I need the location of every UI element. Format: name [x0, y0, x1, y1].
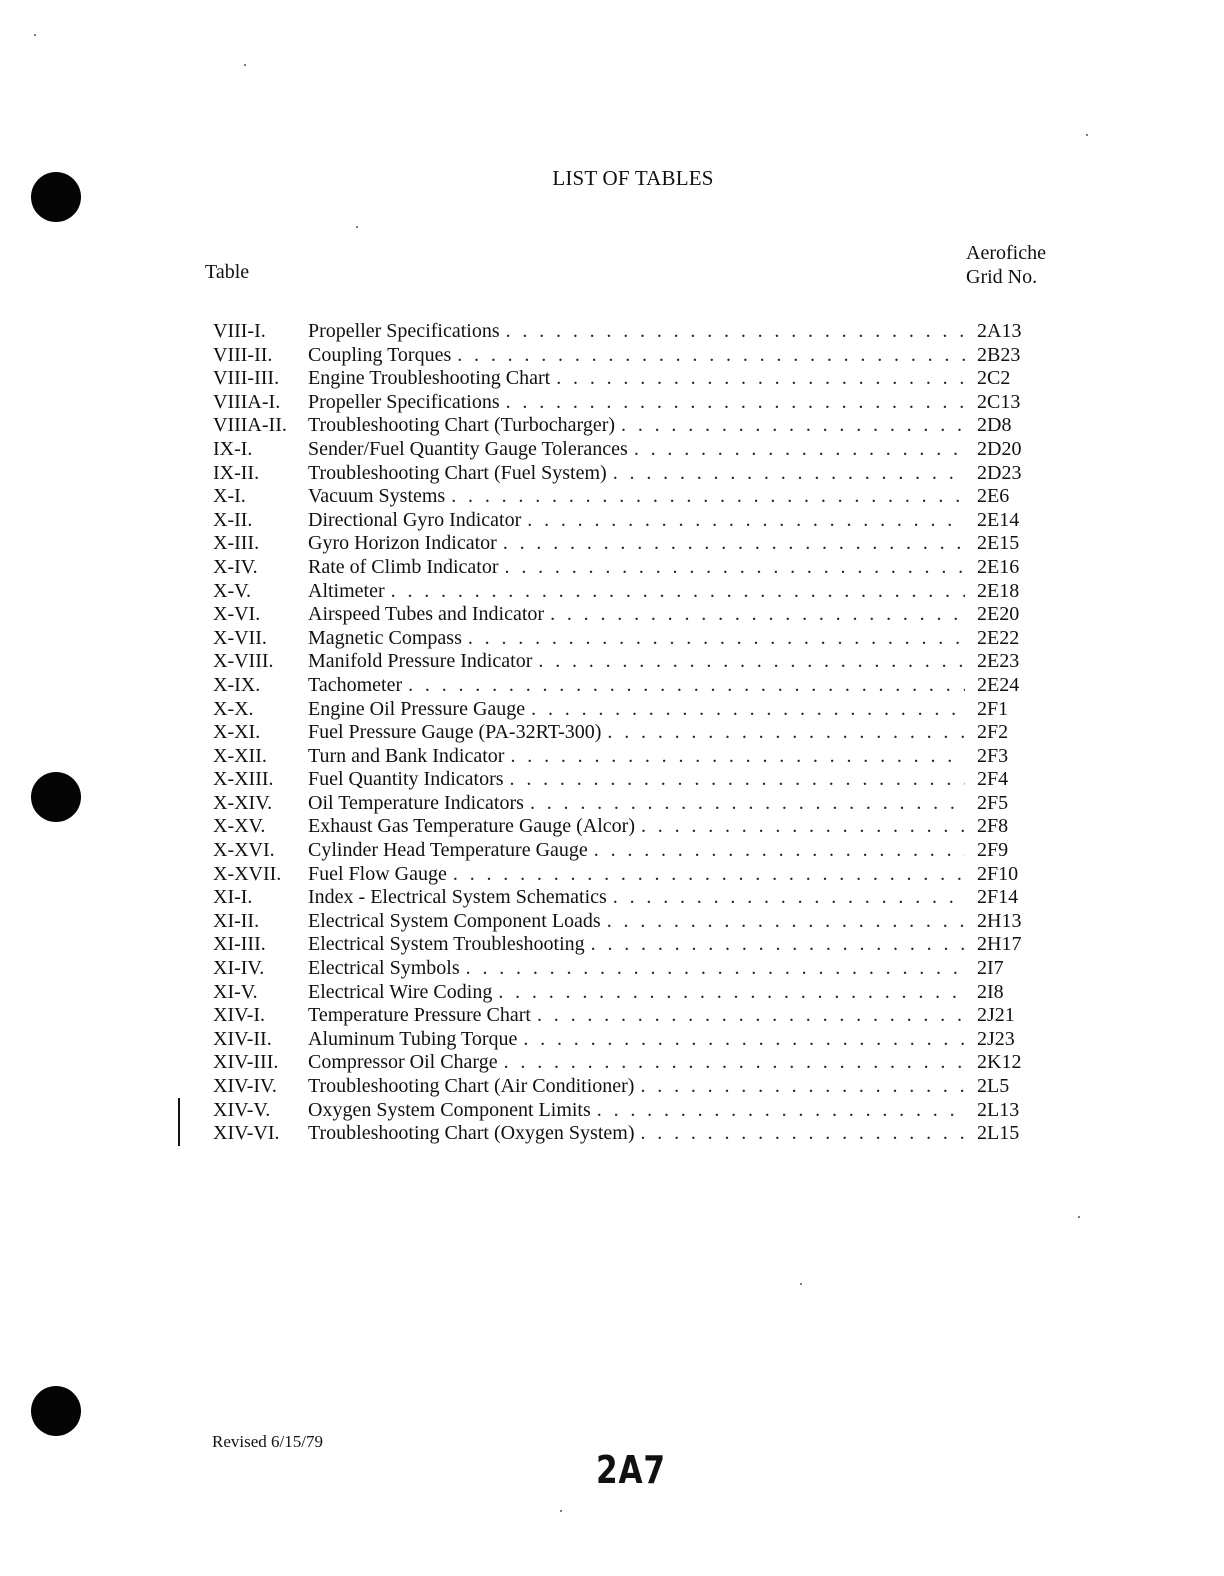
grid-heading-line2: Grid No.: [966, 266, 1038, 288]
dot-leader: [506, 391, 965, 415]
table-row: [213, 863, 1043, 887]
table-row: [213, 768, 1043, 792]
grid-number: 2E15: [977, 532, 1020, 555]
table-row: [213, 1028, 1043, 1052]
dot-leader: [537, 1004, 965, 1028]
table-title: Cylinder Head Temperature Gauge: [308, 839, 588, 862]
dot-leader: [613, 886, 965, 910]
grid-number: 2F1: [977, 697, 1009, 720]
table-row: [213, 650, 1043, 674]
table-title: Exhaust Gas Temperature Gauge (Alcor): [308, 815, 635, 838]
table-number: X-VIII.: [213, 650, 274, 673]
table-row: [213, 910, 1043, 934]
table-row: [213, 1122, 1043, 1146]
dot-leader: [530, 792, 965, 816]
grid-number: 2E23: [977, 650, 1020, 673]
grid-number: 2H13: [977, 909, 1022, 932]
table-title: Compressor Oil Charge: [308, 1051, 498, 1074]
dot-leader: [621, 414, 965, 438]
table-row: [213, 462, 1043, 486]
page-code: 2A7: [596, 1448, 666, 1492]
table-title: Temperature Pressure Chart: [308, 1004, 531, 1027]
grid-number: 2J23: [977, 1027, 1015, 1050]
table-title: Fuel Pressure Gauge (PA-32RT-300): [308, 721, 602, 744]
table-row: [213, 1099, 1043, 1123]
grid-number: 2F3: [977, 744, 1009, 767]
table-row: [213, 674, 1043, 698]
table-number: XI-III.: [213, 933, 266, 956]
table-number: IX-II.: [213, 461, 260, 484]
grid-number: 2E18: [977, 579, 1020, 602]
dot-leader: [498, 981, 965, 1005]
table-title: Gyro Horizon Indicator: [308, 532, 497, 555]
dot-leader: [453, 863, 965, 887]
table-number: XIV-II.: [213, 1027, 272, 1050]
grid-number: 2H17: [977, 933, 1022, 956]
table-number: IX-I.: [213, 437, 253, 460]
binder-hole-middle: [31, 772, 81, 822]
table-number: VIIIA-II.: [213, 414, 287, 437]
table-title: Electrical System Component Loads: [308, 909, 601, 932]
table-title: Vacuum Systems: [308, 485, 446, 508]
grid-number: 2F4: [977, 768, 1009, 791]
table-number: XIV-I.: [213, 1004, 266, 1027]
grid-number: 2I8: [977, 980, 1004, 1003]
table-title: Fuel Quantity Indicators: [308, 768, 504, 791]
table-row: [213, 344, 1043, 368]
grid-number: 2F2: [977, 721, 1009, 744]
grid-number: 2F9: [977, 839, 1009, 862]
table-title: Sender/Fuel Quantity Gauge Tolerances: [308, 437, 628, 460]
table-row: [213, 509, 1043, 533]
grid-number: 2F5: [977, 791, 1009, 814]
table-number: VIII-I.: [213, 320, 266, 342]
scan-speck: [1078, 1216, 1080, 1218]
table-number: X-VII.: [213, 626, 267, 649]
grid-number: 2F10: [977, 862, 1019, 885]
table-row: [213, 886, 1043, 910]
table-title: Manifold Pressure Indicator: [308, 650, 533, 673]
grid-number: 2I7: [977, 957, 1004, 980]
table-row: [213, 792, 1043, 816]
table-number: XIV-III.: [213, 1051, 279, 1074]
table-number: X-V.: [213, 579, 251, 602]
table-number: X-XV.: [213, 815, 266, 838]
revision-change-bar: [178, 1098, 180, 1146]
table-row: [213, 580, 1043, 604]
table-row: [213, 438, 1043, 462]
grid-column-heading: [966, 241, 1046, 289]
table-number: X-IV.: [213, 555, 258, 578]
table-title: Engine Oil Pressure Gauge: [308, 697, 526, 720]
grid-number: 2C13: [977, 390, 1021, 413]
grid-number: 2F14: [977, 886, 1019, 909]
table-number: VIII-II.: [213, 343, 273, 366]
grid-number: 2D20: [977, 437, 1022, 460]
table-row: [213, 556, 1043, 580]
table-number: XIV-IV.: [213, 1075, 277, 1097]
dot-leader: [468, 627, 965, 651]
table-row: [213, 1004, 1043, 1028]
grid-number: 2L15: [977, 1122, 1020, 1145]
table-title: Airspeed Tubes and Indicator: [308, 603, 545, 626]
table-number: X-XI.: [213, 721, 261, 744]
dot-leader: [613, 462, 965, 486]
scan-speck: [800, 1283, 802, 1285]
table-title: Propeller Specifications: [308, 390, 500, 413]
dot-leader: [594, 839, 965, 863]
table-title: Troubleshooting Chart (Air Conditioner): [308, 1075, 635, 1097]
table-title: Electrical Symbols: [308, 957, 460, 980]
dot-leader: [556, 367, 965, 391]
tables-list: [213, 320, 1043, 1146]
table-row: [213, 981, 1043, 1005]
dot-leader: [607, 910, 965, 934]
dot-leader: [504, 1051, 965, 1075]
table-title: Fuel Flow Gauge: [308, 862, 447, 885]
table-number: X-VI.: [213, 603, 261, 626]
dot-leader: [640, 1075, 965, 1099]
table-number: XI-IV.: [213, 957, 265, 980]
dot-leader: [408, 674, 965, 698]
grid-number: 2D23: [977, 461, 1022, 484]
table-row: [213, 414, 1043, 438]
table-row: [213, 933, 1043, 957]
table-number: XIV-VI.: [213, 1122, 280, 1145]
binder-hole-bottom: [31, 1386, 81, 1436]
table-title: Aluminum Tubing Torque: [308, 1027, 518, 1050]
table-number: VIII-III.: [213, 367, 280, 390]
grid-heading-line1: Aerofiche: [966, 242, 1046, 264]
dot-leader: [538, 650, 965, 674]
table-row: [213, 367, 1043, 391]
grid-number: 2C2: [977, 367, 1011, 390]
dot-leader: [527, 509, 965, 533]
table-row: [213, 1075, 1043, 1099]
dot-leader: [510, 745, 965, 769]
dot-leader: [634, 438, 965, 462]
table-title: Troubleshooting Chart (Fuel System): [308, 461, 607, 484]
table-row: [213, 391, 1043, 415]
table-number: X-XIII.: [213, 768, 274, 791]
table-row: [213, 957, 1043, 981]
table-row: [213, 485, 1043, 509]
table-title: Oil Temperature Indicators: [308, 791, 524, 814]
page-title: LIST OF TABLES: [552, 166, 714, 190]
table-row: [213, 839, 1043, 863]
table-title: Electrical System Troubleshooting: [308, 933, 585, 956]
table-title: Troubleshooting Chart (Turbocharger): [308, 414, 616, 437]
dot-leader: [550, 603, 965, 627]
table-title: Oxygen System Component Limits: [308, 1098, 591, 1121]
dot-leader: [466, 957, 965, 981]
table-title: Directional Gyro Indicator: [308, 508, 522, 531]
table-row: [213, 320, 1043, 344]
table-title: Propeller Specifications: [308, 320, 500, 342]
table-number: XI-V.: [213, 980, 258, 1003]
scan-speck: [356, 226, 358, 228]
dot-leader: [391, 580, 965, 604]
table-title: Magnetic Compass: [308, 626, 462, 649]
grid-number: 2K12: [977, 1051, 1022, 1074]
dot-leader: [531, 698, 965, 722]
dot-leader: [451, 485, 965, 509]
table-title: Turn and Bank Indicator: [308, 744, 505, 767]
table-row: [213, 1051, 1043, 1075]
table-title: Rate of Climb Indicator: [308, 555, 499, 578]
grid-number: 2E22: [977, 626, 1020, 649]
dot-leader: [457, 344, 965, 368]
table-number: X-II.: [213, 508, 253, 531]
table-title: Index - Electrical System Schematics: [308, 886, 607, 909]
table-row: [213, 532, 1043, 556]
scan-speck: [560, 1510, 562, 1512]
dot-leader: [505, 556, 965, 580]
table-number: XI-I.: [213, 886, 253, 909]
dot-leader: [597, 1099, 965, 1123]
table-title: Engine Troubleshooting Chart: [308, 367, 551, 390]
dot-leader: [503, 532, 965, 556]
table-number: VIIIA-I.: [213, 390, 281, 413]
table-number: X-X.: [213, 697, 254, 720]
table-title: Coupling Torques: [308, 343, 452, 366]
grid-number: 2E16: [977, 555, 1020, 578]
grid-number: 2B23: [977, 343, 1021, 366]
scan-speck: [1086, 134, 1088, 136]
dot-leader: [641, 815, 965, 839]
table-row: [213, 815, 1043, 839]
grid-number: 2L13: [977, 1098, 1020, 1121]
table-number: X-XVII.: [213, 862, 282, 885]
table-row: [213, 603, 1043, 627]
table-title: Tachometer: [308, 673, 403, 696]
table-number: X-I.: [213, 485, 246, 508]
table-row: [213, 627, 1043, 651]
table-number: X-XII.: [213, 744, 267, 767]
dot-leader: [640, 1122, 965, 1146]
table-row: [213, 745, 1043, 769]
revision-note: Revised 6/15/79: [212, 1432, 323, 1451]
scan-speck: [244, 64, 246, 66]
dot-leader: [510, 768, 965, 792]
grid-number: 2E24: [977, 673, 1020, 696]
table-title: Troubleshooting Chart (Oxygen System): [308, 1122, 635, 1145]
grid-number: 2L5: [977, 1075, 1010, 1097]
scan-speck: [34, 34, 36, 36]
dot-leader: [506, 320, 965, 344]
table-row: [213, 721, 1043, 745]
table-number: X-XVI.: [213, 839, 275, 862]
dot-leader: [523, 1028, 965, 1052]
table-number: X-III.: [213, 532, 260, 555]
table-number: X-IX.: [213, 673, 261, 696]
table-title: Altimeter: [308, 579, 385, 602]
table-number: X-XIV.: [213, 791, 273, 814]
grid-number: 2E14: [977, 508, 1020, 531]
dot-leader: [591, 933, 965, 957]
grid-number: 2E6: [977, 485, 1010, 508]
table-column-heading: Table: [205, 261, 250, 283]
grid-number: 2E20: [977, 603, 1020, 626]
table-number: XI-II.: [213, 909, 260, 932]
dot-leader: [607, 721, 965, 745]
table-title: Electrical Wire Coding: [308, 980, 493, 1003]
grid-number: 2D8: [977, 414, 1012, 437]
grid-number: 2F8: [977, 815, 1009, 838]
grid-number: 2A13: [977, 320, 1022, 342]
table-number: XIV-V.: [213, 1098, 271, 1121]
grid-number: 2J21: [977, 1004, 1015, 1027]
table-row: [213, 698, 1043, 722]
